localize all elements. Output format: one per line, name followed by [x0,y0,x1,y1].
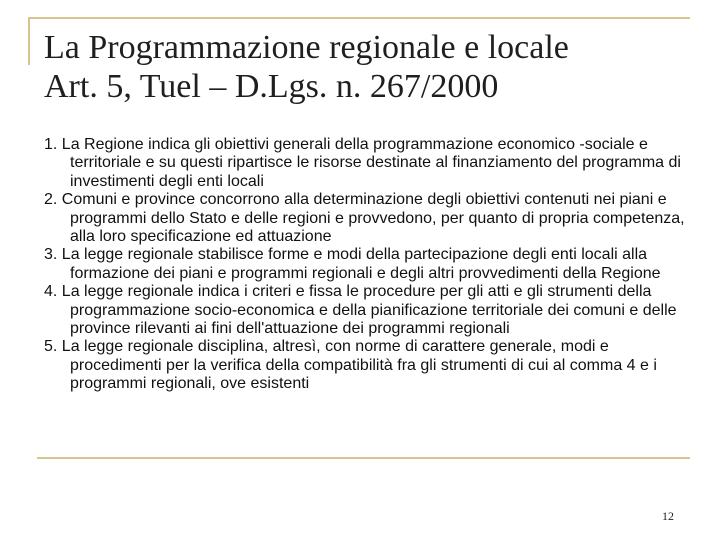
list-item: 4. La legge regionale indica i criteri e fissa le procedure per gli atti e gli strumenti della programmazione socio-economica e della pianificazione territoriale dei comuni e delle province rilevanti ai fini dell'attuazione dei programmi regionali [44,283,677,338]
list-item: 1. La Regione indica gli obiettivi generali della programmazione economico -sociale e territoriale e su questi ripartisce le risorse destinate al finanziamento del programma di investimenti degli enti locali [44,136,681,190]
top-decorative-rule [28,17,690,19]
list-item: 3. La legge regionale stabilisce forme e modi della partecipazione degli enti locali alla formazione dei piani e programmi regionali e degli altri provvedimenti della Regione [44,246,661,282]
bottom-decorative-rule [37,457,690,459]
list-item: 5. La legge regionale disciplina, altresì, con norme di carattere generale, modi e procedimenti per la verifica della compatibilità fra gli strumenti di cui al comma 4 e i programmi regionali, ove esistenti [44,338,657,393]
article-clauses-list [44,136,694,394]
title-line-2: Art. 5, Tuel – D.Lgs. n. 267/2000 [44,68,499,105]
side-decorative-rule [28,17,30,65]
list-item: 2. Comuni e province concorrono alla determinazione degli obiettivi contenuti nei piani e programmi dello Stato e delle regioni e provvedono, per quanto di propria competenza, alla loro specificazione ed attuazione [44,191,685,246]
title-line-1: La Programmazione regionale e locale [44,29,569,66]
page-number: 12 [662,509,674,523]
slide-title [44,28,704,106]
